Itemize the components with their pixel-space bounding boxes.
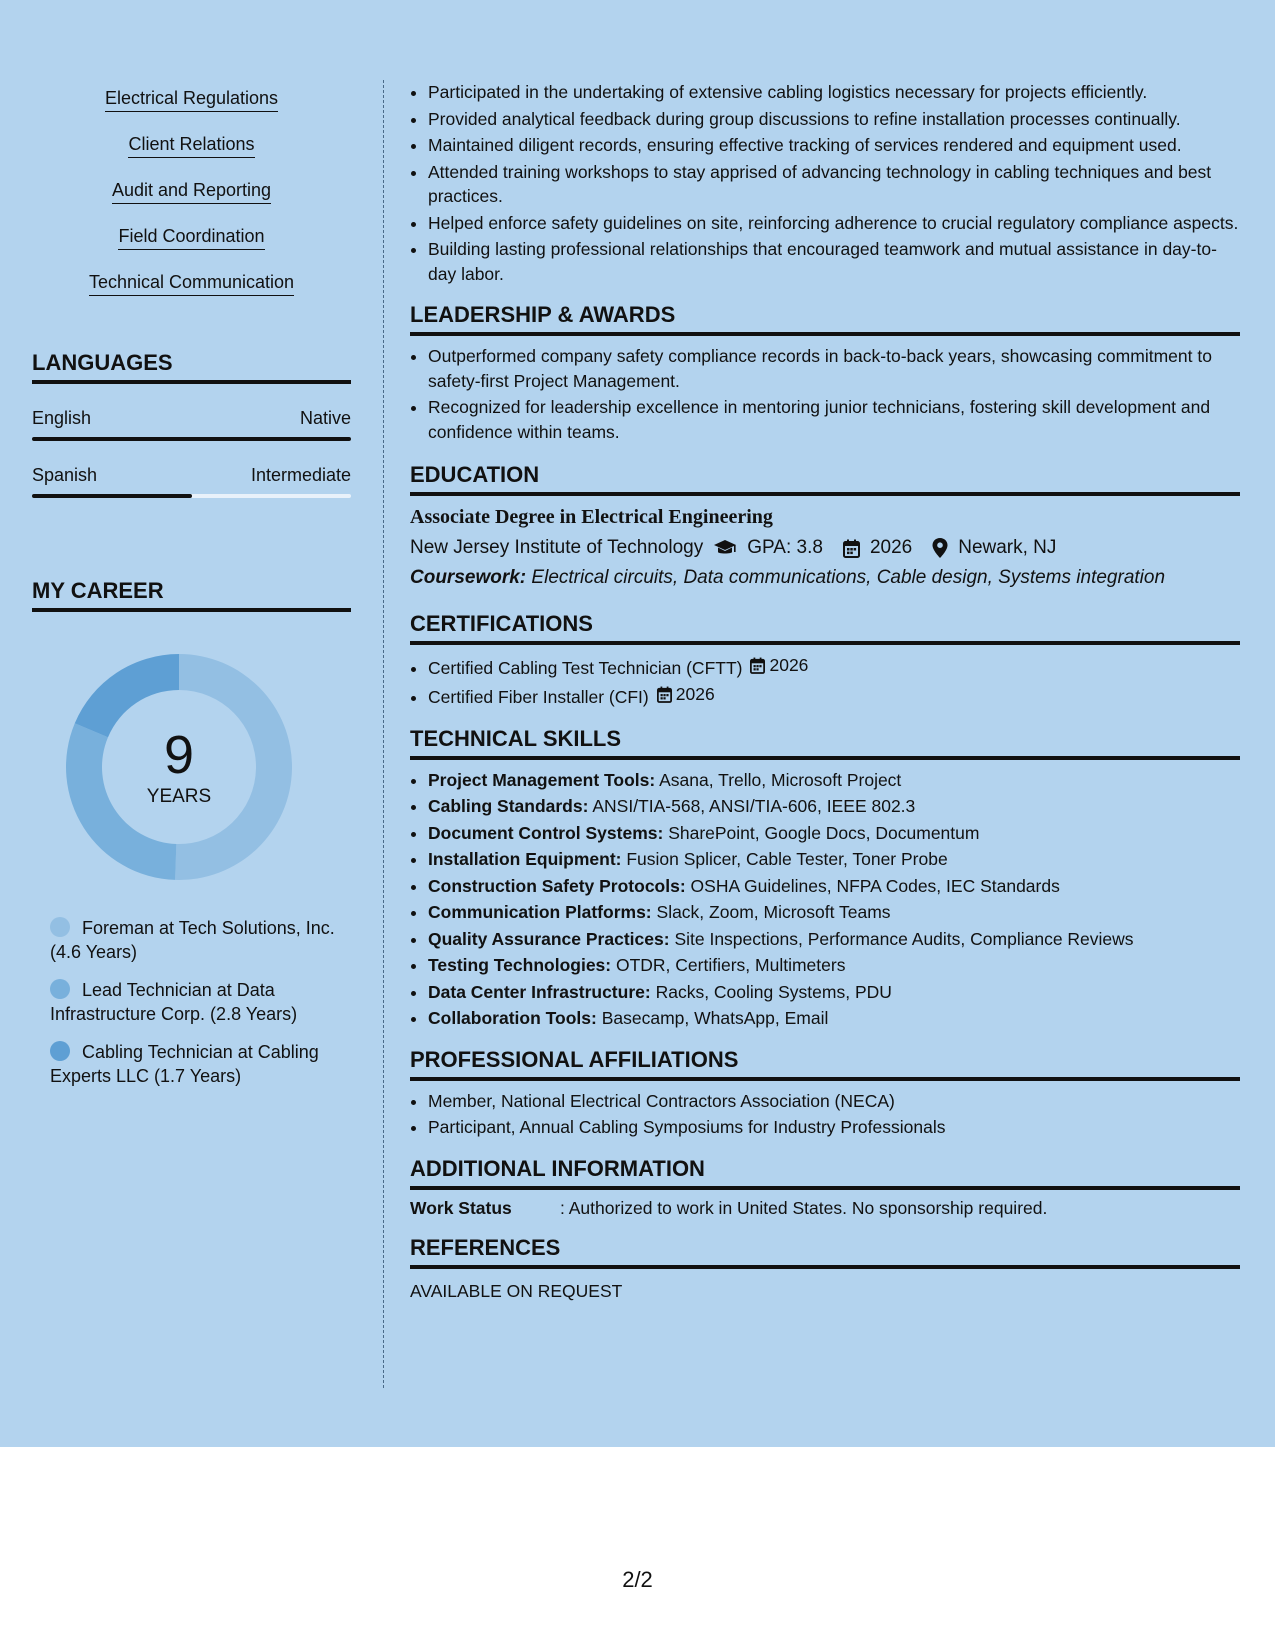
language-name: English: [32, 408, 92, 428]
additional-info-row: [410, 1198, 1240, 1219]
skill-value: OSHA Guidelines, NFPA Codes, IEC Standards: [690, 875, 1060, 896]
legend-label: Foreman at Tech Solutions, Inc. (4.6 Years): [50, 918, 335, 962]
skill-label: Testing Technologies:: [428, 955, 612, 975]
education-school: New Jersey Institute of Technology: [410, 537, 704, 558]
skill-value: Basecamp, WhatsApp, Email: [601, 1008, 829, 1028]
skill-item: Electrical Regulations: [105, 88, 278, 112]
affiliations-heading: PROFESSIONAL AFFILIATIONS: [410, 1047, 1240, 1081]
career-legend: [32, 916, 351, 1088]
certification-year: 2026: [769, 655, 809, 675]
technical-skill-item: [428, 927, 1240, 952]
language-name: Spanish: [32, 465, 98, 485]
technical-skill-item: [428, 980, 1240, 1005]
technical-skill-item: [428, 847, 1240, 872]
calendar-icon: [750, 657, 765, 674]
legend-dot: [50, 917, 70, 937]
education-year: 2026: [869, 537, 913, 558]
language-bar: [32, 437, 351, 441]
column-divider: [383, 80, 384, 1388]
coursework-text: Electrical circuits, Data communications, Cable design, Systems integration: [531, 567, 1166, 588]
certifications-heading: CERTIFICATIONS: [410, 611, 1240, 645]
left-column: [32, 80, 351, 1102]
skill-value: ANSI/TIA-568, ANSI/TIA-606, IEEE 802.3: [592, 796, 916, 816]
career-legend-item: [50, 978, 351, 1026]
skill-label: Construction Safety Protocols:: [428, 875, 686, 896]
experience-bullet: • Provided analytical feedback during group discussions to refine installation processes continually.: [428, 107, 1240, 132]
right-column: [410, 80, 1240, 1302]
technical-skill-item: [428, 821, 1240, 846]
skill-label: Document Control Systems:: [428, 822, 664, 843]
skill-value: Asana, Trello, Microsoft Project: [659, 769, 902, 790]
skill-value: Site Inspections, Performance Audits, Compliance Reviews: [674, 928, 1134, 949]
legend-label: Lead Technician at Data Infrastructure Corp. (2.8 Years): [50, 980, 298, 1024]
page-number: 2/2: [622, 1567, 653, 1592]
leadership-list: [410, 344, 1240, 444]
skill-label: Installation Equipment:: [428, 849, 622, 869]
additional-info-heading: ADDITIONAL INFORMATION: [410, 1156, 1240, 1190]
legend-dot: [50, 979, 70, 999]
career-legend-item: [50, 1040, 351, 1088]
language-item: [32, 408, 351, 441]
certification-item: [428, 682, 1240, 709]
career-total-number: 9: [163, 725, 195, 785]
leadership-heading: LEADERSHIP & AWARDS: [410, 302, 1240, 336]
technical-skill-item: [428, 794, 1240, 819]
career-heading: MY CAREER: [32, 578, 351, 612]
certification-item: [428, 653, 1240, 680]
language-item: [32, 465, 351, 498]
skill-label: Data Center Infrastructure:: [428, 981, 651, 1002]
references-text: AVAILABLE ON REQUEST: [410, 1280, 623, 1301]
additional-info-key: Work Status: [410, 1197, 512, 1218]
experience-bullet: • Helped enforce safety guidelines on site, reinforcing adherence to crucial regulatory compliance aspects.: [428, 211, 1240, 236]
language-level: Native: [299, 408, 351, 428]
leadership-item: • Outperformed company safety compliance records in back-to-back years, showcasing commitment to safety-first Project Management.: [428, 344, 1240, 393]
coursework-label: Coursework:: [410, 567, 527, 588]
skill-value: SharePoint, Google Docs, Documentum: [668, 822, 980, 843]
languages-heading: LANGUAGES: [32, 350, 351, 384]
education-degree: Associate Degree in Electrical Engineering: [410, 506, 773, 528]
affiliation-item: • Member, National Electrical Contractors Association (NECA): [428, 1089, 1240, 1114]
skill-item: Client Relations: [128, 134, 254, 158]
leadership-item: • Recognized for leadership excellence in mentoring junior technicians, fostering skill development and confidence within teams.: [428, 395, 1240, 444]
technical-skill-item: [428, 900, 1240, 925]
technical-skill-item: [428, 768, 1240, 793]
education-gpa: GPA: 3.8: [747, 537, 823, 558]
skill-label: Project Management Tools:: [428, 769, 656, 790]
skill-label: Collaboration Tools:: [428, 1008, 597, 1028]
certification-name: Certified Fiber Installer (CFI): [428, 687, 649, 707]
career-legend-item: [50, 916, 351, 964]
skills-list: [32, 80, 351, 310]
skill-label: Cabling Standards:: [428, 796, 589, 816]
technical-skills-heading: TECHNICAL SKILLS: [410, 726, 1240, 760]
experience-bullets: [410, 80, 1240, 286]
map-pin-icon: [932, 538, 948, 558]
technical-skill-item: [428, 874, 1240, 899]
graduation-cap-icon: [713, 539, 737, 557]
language-bar-fill: [32, 494, 192, 498]
technical-skill-item: [428, 953, 1240, 978]
skill-label: Quality Assurance Practices:: [428, 928, 670, 949]
technical-skill-item: [428, 1006, 1240, 1031]
education-location: Newark, NJ: [958, 537, 1057, 558]
technical-skills-list: [410, 768, 1240, 1031]
experience-bullet: • Maintained diligent records, ensuring effective tracking of services rendered and equipment used.: [428, 133, 1240, 158]
certifications-list: [410, 653, 1240, 710]
skill-value: Racks, Cooling Systems, PDU: [655, 981, 892, 1002]
career-total-unit: YEARS: [146, 786, 212, 807]
additional-info-value: : Authorized to work in United States. No sponsorship required.: [560, 1197, 1048, 1218]
legend-label: Cabling Technician at Cabling Experts LLC (1.7 Years): [50, 1042, 319, 1086]
skill-value: Fusion Splicer, Cable Tester, Toner Probe: [626, 849, 948, 869]
affiliations-list: [410, 1089, 1240, 1140]
language-bar-fill: [32, 437, 351, 441]
calendar-icon: [843, 539, 860, 558]
skill-item: Technical Communication: [89, 272, 294, 296]
skill-item: Field Coordination: [118, 226, 264, 250]
affiliation-item: • Participant, Annual Cabling Symposiums for Industry Professionals: [428, 1115, 1240, 1140]
education-heading: EDUCATION: [410, 462, 1240, 496]
skill-value: OTDR, Certifiers, Multimeters: [615, 955, 846, 975]
language-level: Intermediate: [250, 465, 351, 485]
experience-bullet: • Participated in the undertaking of extensive cabling logistics necessary for projects efficiently.: [428, 80, 1240, 105]
education-coursework: [410, 567, 1240, 589]
calendar-icon: [657, 686, 672, 703]
certification-name: Certified Cabling Test Technician (CFTT): [428, 657, 743, 678]
skill-label: Communication Platforms:: [428, 902, 652, 922]
references-heading: REFERENCES: [410, 1235, 1240, 1269]
skill-value: Slack, Zoom, Microsoft Teams: [656, 902, 891, 922]
education-details: [410, 537, 1240, 559]
language-bar: [32, 494, 351, 498]
certification-year: 2026: [675, 684, 715, 705]
career-donut-chart: [66, 654, 292, 880]
skill-item: Audit and Reporting: [112, 180, 271, 204]
experience-bullet: • Building lasting professional relationships that encouraged teamwork and mutual assistance in day-to-day labor.: [428, 237, 1240, 286]
experience-bullet: • Attended training workshops to stay apprised of advancing technology in cabling techniques and best practices.: [428, 160, 1240, 209]
legend-dot: [50, 1041, 70, 1061]
